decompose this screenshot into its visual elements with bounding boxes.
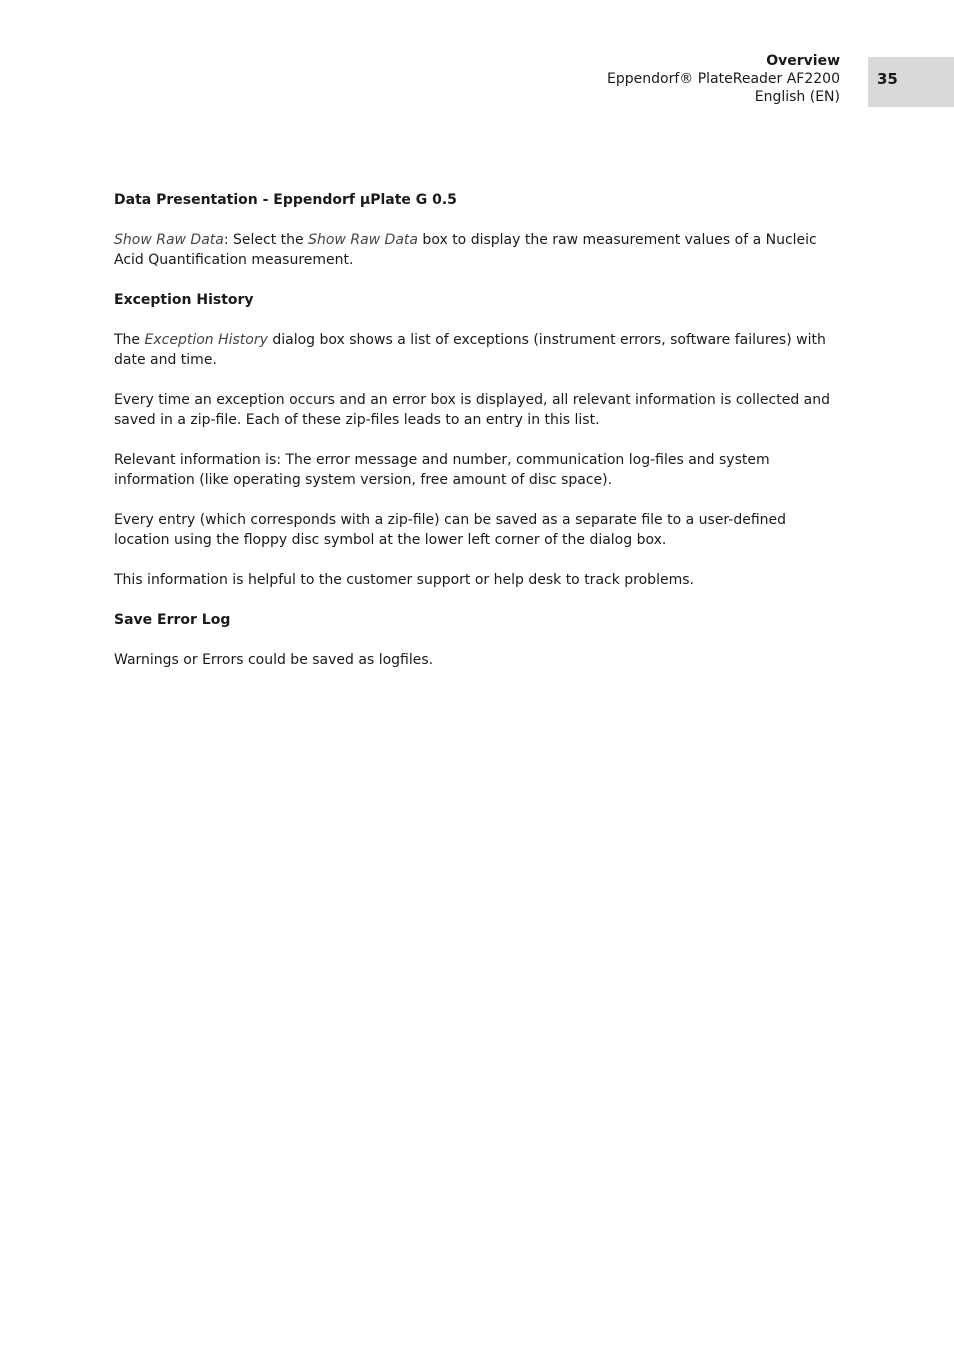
page-number: 35	[877, 70, 898, 88]
heading-data-presentation: Data Presentation - Eppendorf µPlate G 0.5	[114, 192, 457, 208]
paragraph-save-entry: Every entry (which corresponds with a zip-file) can be saved as a separate file to a user-defined location using the floppy disc symbol at the lower left corner of the dialog box.	[114, 512, 787, 548]
paragraph-text: dialog box shows a list of exceptions (instrument errors, software failures) with date and time.	[114, 332, 826, 368]
header-section-title: Overview	[766, 53, 840, 69]
paragraph-logfiles: Warnings or Errors could be saved as logfiles.	[114, 652, 434, 668]
page-header	[607, 52, 840, 106]
term-show-raw-data-box: Show Raw Data	[308, 232, 418, 248]
paragraph-text: The	[114, 332, 145, 348]
page-number-tab	[868, 57, 954, 107]
paragraph-exception-occurs: Every time an exception occurs and an error box is displayed, all relevant information is collected and saved in a zip-file. Each of these zip-files leads to an entry in this list.	[114, 392, 831, 428]
header-product-name: Eppendorf® PlateReader AF2200	[607, 71, 840, 87]
term-exception-history: Exception History	[144, 332, 268, 348]
term-show-raw-data: Show Raw Data	[114, 232, 224, 248]
header-language: English (EN)	[754, 89, 840, 105]
heading-exception-history: Exception History	[114, 292, 254, 308]
paragraph-support-help: This information is helpful to the customer support or help desk to track problems.	[114, 572, 694, 588]
paragraph-text: : Select the	[223, 232, 309, 248]
heading-save-error-log: Save Error Log	[114, 612, 231, 628]
paragraph-exception-dialog	[114, 330, 844, 370]
paragraph-text: box to display the raw measurement values of a Nucleic Acid Quantification measurement.	[114, 232, 817, 268]
paragraph-relevant-information: Relevant information is: The error message and number, communication log-files and system information (like operating system version, free amount of disc space).	[114, 452, 770, 488]
paragraph-show-raw-data	[114, 230, 844, 270]
main-content	[114, 190, 844, 690]
